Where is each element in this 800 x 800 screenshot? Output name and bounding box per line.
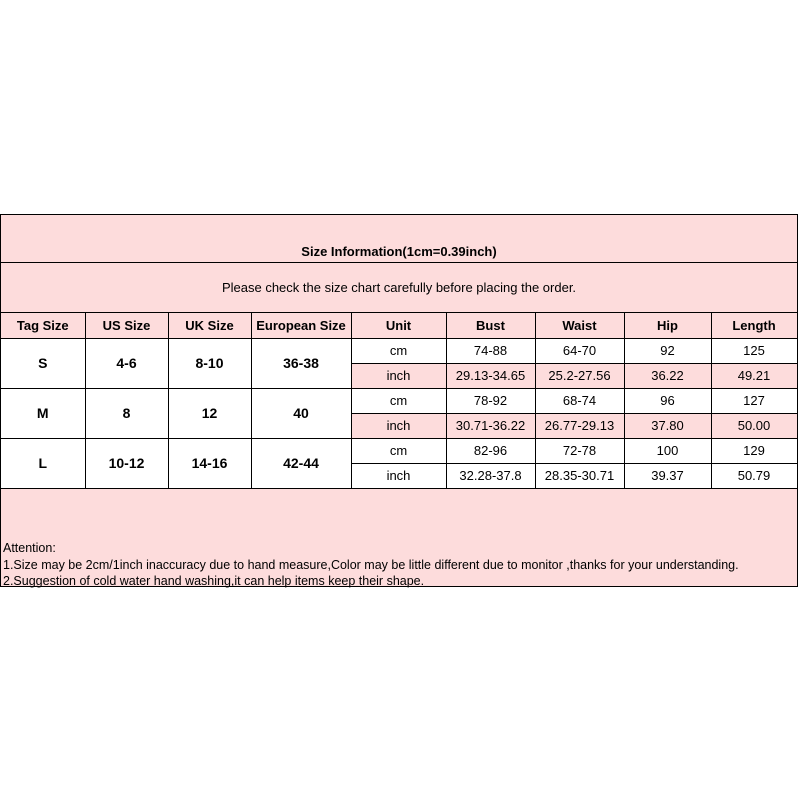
- tag-size-s: S: [1, 338, 85, 388]
- header-row: [1, 313, 797, 338]
- us-size-l: 10-12: [85, 438, 168, 488]
- unit-cell: cm: [351, 438, 446, 463]
- hip-cell: 100: [624, 438, 711, 463]
- header-bust: Bust: [446, 313, 535, 338]
- waist-cell: 68-74: [535, 388, 624, 413]
- us-size-s: 4-6: [85, 338, 168, 388]
- length-cell: 49.21: [711, 363, 797, 388]
- hip-cell: 96: [624, 388, 711, 413]
- waist-cell: 64-70: [535, 338, 624, 363]
- unit-cell: inch: [351, 413, 446, 438]
- unit-cell: cm: [351, 338, 446, 363]
- table-row-m-cm: [1, 388, 797, 413]
- tag-size-m: M: [1, 388, 85, 438]
- size-chart: [0, 214, 798, 587]
- bust-cell: 82-96: [446, 438, 535, 463]
- attention-line-1: 1.Size may be 2cm/1inch inaccuracy due to hand measure,Color may be little different due to monitor ,thanks for your understanding.: [3, 557, 739, 572]
- header-hip: Hip: [624, 313, 711, 338]
- waist-cell: 72-78: [535, 438, 624, 463]
- chart-title: Size Information(1cm=0.39inch): [1, 215, 797, 263]
- header-tag-size: Tag Size: [1, 313, 85, 338]
- header-european-size: European Size: [251, 313, 351, 338]
- hip-cell: 39.37: [624, 463, 711, 488]
- length-cell: 125: [711, 338, 797, 363]
- hip-cell: 92: [624, 338, 711, 363]
- hip-cell: 36.22: [624, 363, 711, 388]
- header-waist: Waist: [535, 313, 624, 338]
- header-us-size: US Size: [85, 313, 168, 338]
- bust-cell: 30.71-36.22: [446, 413, 535, 438]
- attention-line-2: 2.Suggestion of cold water hand washing,it can help items keep their shape.: [3, 574, 425, 588]
- chart-notice: Please check the size chart carefully before placing the order.: [1, 263, 797, 313]
- bust-cell: 29.13-34.65: [446, 363, 535, 388]
- bust-cell: 32.28-37.8: [446, 463, 535, 488]
- header-uk-size: UK Size: [168, 313, 251, 338]
- unit-cell: inch: [351, 463, 446, 488]
- waist-cell: 25.2-27.56: [535, 363, 624, 388]
- eu-size-s: 36-38: [251, 338, 351, 388]
- unit-cell: inch: [351, 363, 446, 388]
- length-cell: 129: [711, 438, 797, 463]
- waist-cell: 26.77-29.13: [535, 413, 624, 438]
- eu-size-l: 42-44: [251, 438, 351, 488]
- length-cell: 50.79: [711, 463, 797, 488]
- uk-size-m: 12: [168, 388, 251, 438]
- bust-cell: 78-92: [446, 388, 535, 413]
- eu-size-m: 40: [251, 388, 351, 438]
- table-row-l-cm: [1, 438, 797, 463]
- uk-size-l: 14-16: [168, 438, 251, 488]
- tag-size-l: L: [1, 438, 85, 488]
- attention-heading: Attention:: [3, 541, 56, 555]
- header-unit: Unit: [351, 313, 446, 338]
- unit-cell: cm: [351, 388, 446, 413]
- header-length: Length: [711, 313, 797, 338]
- length-cell: 50.00: [711, 413, 797, 438]
- length-cell: 127: [711, 388, 797, 413]
- waist-cell: 28.35-30.71: [535, 463, 624, 488]
- size-table: [1, 313, 798, 489]
- uk-size-s: 8-10: [168, 338, 251, 388]
- us-size-m: 8: [85, 388, 168, 438]
- table-row-s-cm: [1, 338, 797, 363]
- attention-notes: [3, 540, 739, 590]
- hip-cell: 37.80: [624, 413, 711, 438]
- bust-cell: 74-88: [446, 338, 535, 363]
